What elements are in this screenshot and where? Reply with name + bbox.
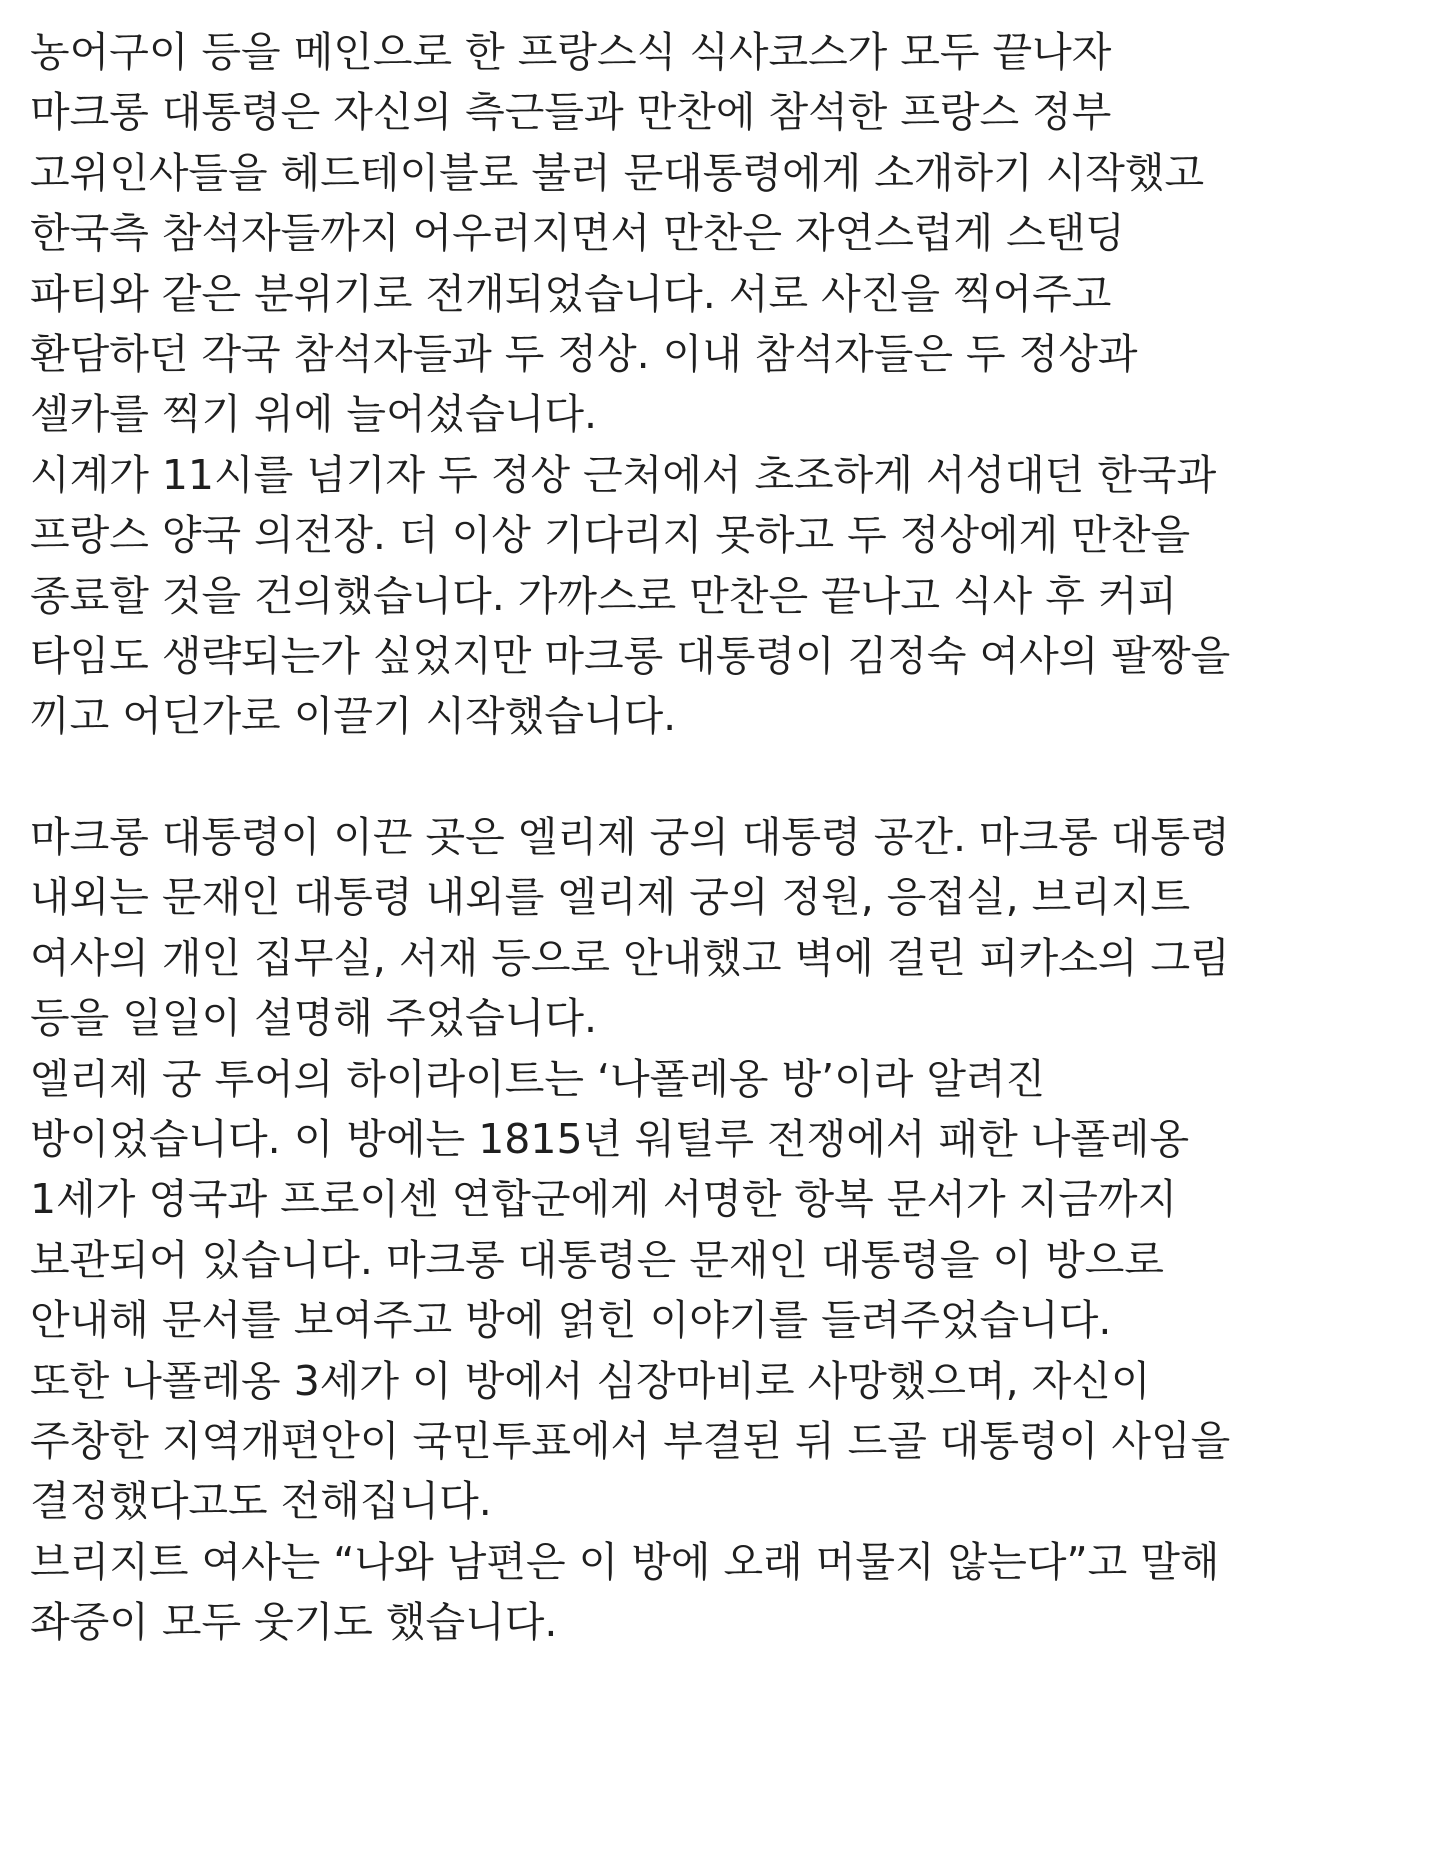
text-line: 또한 나폴레옹 3세가 이 방에서 심장마비로 사망했으며, 자신이 (30, 1356, 1151, 1405)
article-body (30, 22, 1430, 1653)
text-line: 마크롱 대통령은 자신의 측근들과 만찬에 참석한 프랑스 정부 (30, 88, 1112, 137)
text-line: 타임도 생략되는가 싶었지만 마크롱 대통령이 김정숙 여사의 팔짱을 (30, 631, 1231, 680)
text-line: 셀카를 찍기 위에 늘어섰습니다. (30, 390, 598, 439)
text-line: 환담하던 각국 참석자들과 두 정상. 이내 참석자들은 두 정상과 (30, 329, 1138, 378)
text-line: 농어구이 등을 메인으로 한 프랑스식 식사코스가 모두 끝나자 (30, 28, 1112, 76)
text-line: 엘리제 궁 투어의 하이라이트는 ‘나폴레옹 방’이라 알려진 (30, 1054, 1046, 1103)
text-line: 1세가 영국과 프로이센 연합군에게 서명한 항복 문서가 지금까지 (30, 1175, 1178, 1224)
text-line: 프랑스 양국 의전장. 더 이상 기다리지 못하고 두 정상에게 만찬을 (30, 511, 1191, 560)
text-line: 보관되어 있습니다. 마크롱 대통령은 문재인 대통령을 이 방으로 (30, 1235, 1165, 1284)
text-line: 한국측 참석자들까지 어우러지면서 만찬은 자연스럽게 스탠딩 (30, 209, 1125, 258)
paragraph-dinner (30, 22, 1430, 747)
text-line: 끼고 어딘가로 이끌기 시작했습니다. (30, 692, 677, 741)
text-line: 결정했다고도 전해집니다. (30, 1477, 492, 1526)
text-line: 등을 일일이 설명해 주었습니다. (30, 994, 598, 1043)
text-line: 방이었습니다. 이 방에는 1815년 워털루 전쟁에서 패한 나폴레옹 (30, 1115, 1190, 1164)
paragraph-elysee-tour (30, 807, 1430, 1652)
text-line: 파티와 같은 분위기로 전개되었습니다. 서로 사진을 찍어주고 (30, 269, 1112, 318)
text-line: 주창한 지역개편안이 국민투표에서 부결된 뒤 드골 대통령이 사임을 (30, 1416, 1231, 1465)
text-line: 마크롱 대통령이 이끈 곳은 엘리제 궁의 대통령 공간. 마크롱 대통령 (30, 813, 1230, 862)
text-line: 종료할 것을 건의했습니다. 가까스로 만찬은 끝나고 식사 후 커피 (30, 571, 1178, 620)
text-line: 고위인사들을 헤드테이블로 불러 문대통령에게 소개하기 시작했고 (30, 148, 1205, 197)
paragraph-spacer (30, 747, 1430, 807)
text-line: 좌중이 모두 웃기도 했습니다. (30, 1598, 558, 1647)
text-line: 안내해 문서를 보여주고 방에 얽힌 이야기를 들려주었습니다. (30, 1296, 1112, 1345)
text-line: 브리지트 여사는 “나와 남편은 이 방에 오래 머물지 않는다”고 말해 (30, 1537, 1220, 1586)
text-line: 시계가 11시를 넘기자 두 정상 근처에서 초조하게 서성대던 한국과 (30, 450, 1217, 499)
text-line: 내외는 문재인 대통령 내외를 엘리제 궁의 정원, 응접실, 브리지트 (30, 873, 1191, 922)
text-line: 여사의 개인 집무실, 서재 등으로 안내했고 벽에 걸린 피카소의 그림 (30, 933, 1230, 982)
